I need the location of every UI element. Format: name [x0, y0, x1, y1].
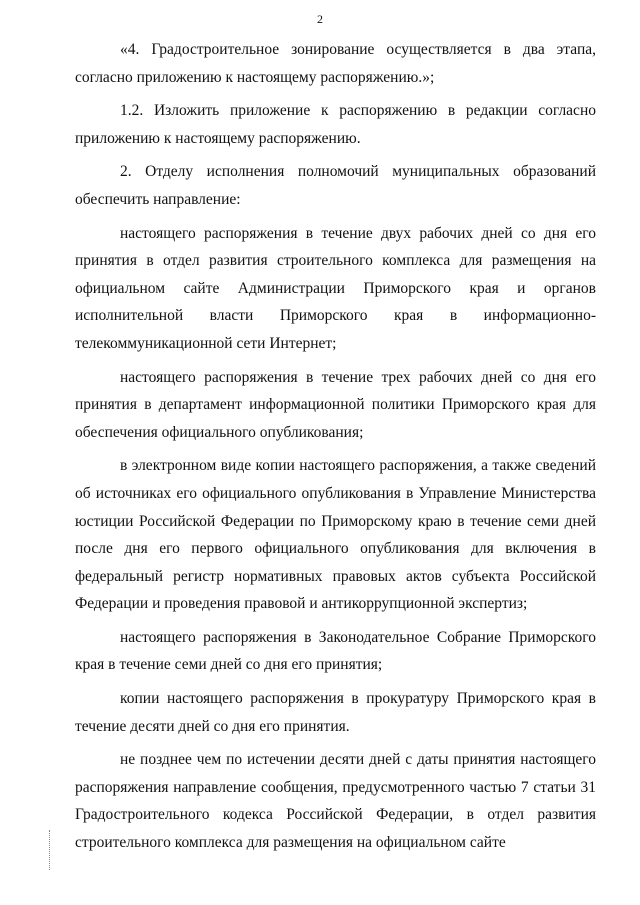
- document-body: [75, 36, 596, 863]
- paragraph-legislative-assembly: настоящего распоряжения в Законодательное Собрание Приморского края в течение семи дней со дня его принятия;: [75, 628, 596, 674]
- paragraph-zoning-stages: «4. Градостроительное зонирование осуществляется в два этапа, согласно приложению к настоящему распоряжению.»;: [75, 41, 596, 86]
- paragraph-justice-ministry: в электронном виде копии настоящего распоряжения, а также сведений об источниках его официального опубликования в Управление Министерства юстиции Российской Федерации по Приморскому краю в течение семи дней после дня его первого официального опубликования для включения в федеральный регистр нормативных правовых актов субъекта Российской Федерации и проведения правовой и антикоррупционной экспертиз;: [75, 457, 596, 613]
- paragraph-notification: не позднее чем по истечении десяти дней с даты принятия настоящего распоряжения направление сообщения, предусмотренного частью 7 статьи 31 Градостроительного кодекса Российской Федерации, в отдел развития строительного комплекса для размещения на официальном сайте: [75, 751, 596, 852]
- page-number: 2: [317, 12, 323, 26]
- paragraph-item-2: 2. Отделу исполнения полномочий муниципальных образований обеспечить направление:: [75, 163, 596, 208]
- margin-marks: [49, 830, 54, 870]
- paragraph-info-policy: настоящего распоряжения в течение трех рабочих дней со дня его принятия в департамент информационной политики Приморского края для обеспечения официального опубликования;: [75, 368, 596, 441]
- paragraph-item-1-2: 1.2. Изложить приложение к распоряжению в редакции согласно приложению к настоящему распоряжению.: [75, 102, 596, 147]
- paragraph-website-publication: настоящего распоряжения в течение двух рабочих дней со дня его принятия в отдел развития строительного комплекса для размещения на официальном сайте Администрации Приморского края и органов исполнительной власти Приморского края в информационно-телекоммуникационной сети Интернет;: [75, 224, 596, 352]
- paragraph-prosecutor: копии настоящего распоряжения в прокуратуру Приморского края в течение десяти дней со дня его принятия.: [75, 690, 596, 735]
